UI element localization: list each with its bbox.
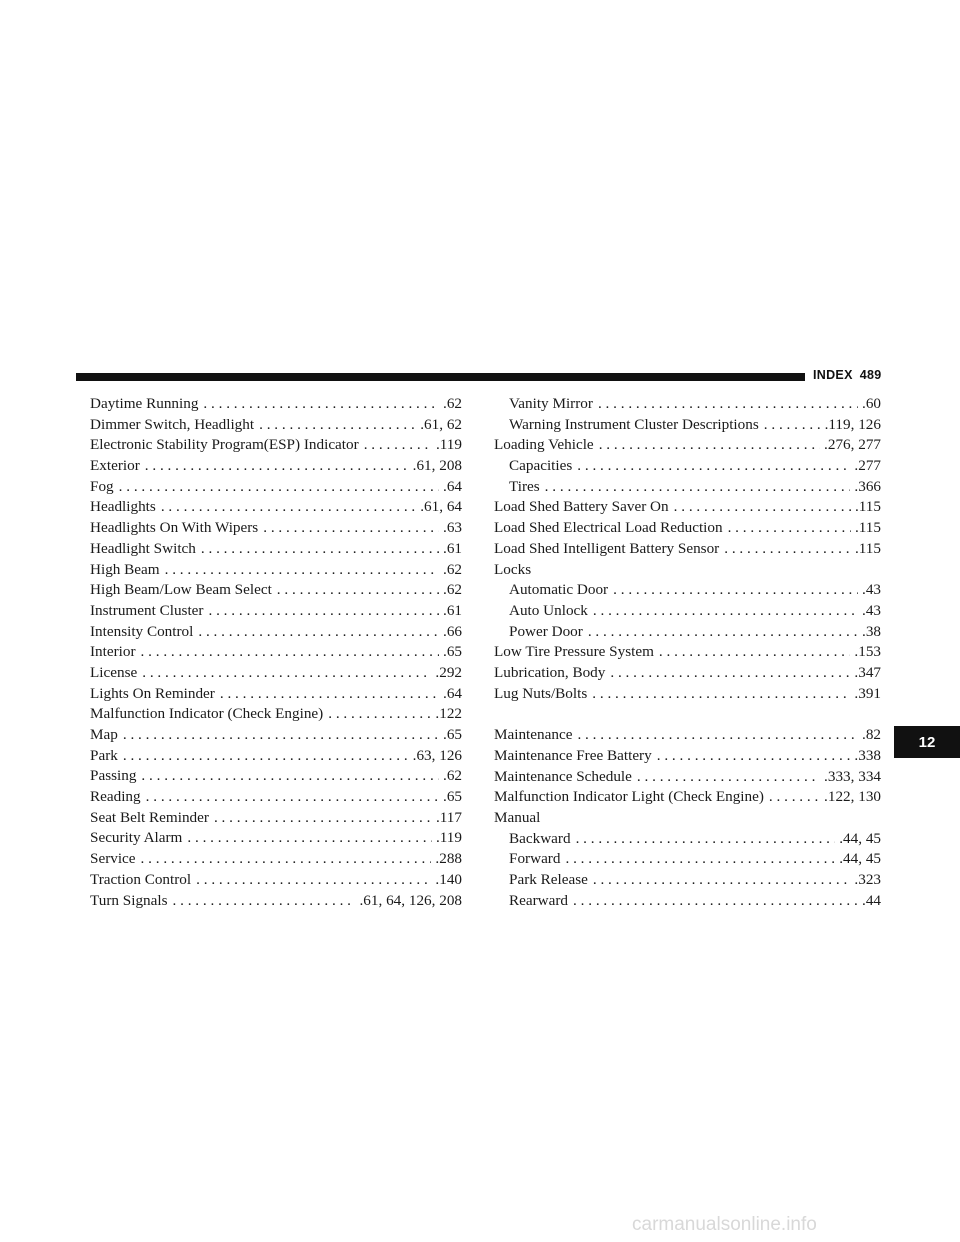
entry-term: Lug Nuts/Bolts	[494, 684, 588, 702]
entry-page-ref[interactable]: .62	[443, 560, 462, 578]
entry-page-ref[interactable]: .64	[443, 684, 462, 702]
entry-term: Backward	[509, 829, 571, 847]
running-header	[813, 368, 881, 382]
dot-leader	[599, 435, 820, 456]
index-entry	[494, 746, 881, 767]
entry-page-ref[interactable]: .44, 45	[839, 850, 881, 868]
dot-leader	[220, 684, 439, 705]
dot-leader	[764, 415, 821, 436]
index-entry	[90, 394, 462, 415]
entry-page-ref[interactable]: .122, 130	[824, 788, 881, 806]
page-number: 489	[859, 368, 882, 382]
index-entry	[90, 766, 462, 787]
entry-term: Seat Belt Reminder	[90, 808, 209, 826]
index-entry	[90, 622, 462, 643]
entry-term: Exterior	[90, 457, 140, 475]
index-entry	[90, 601, 462, 622]
entry-page-ref[interactable]: .292	[435, 663, 462, 681]
entry-page-ref[interactable]: .117	[435, 808, 462, 826]
entry-page-ref[interactable]: .61, 208	[412, 457, 462, 475]
dot-leader	[198, 622, 439, 643]
entry-term: Maintenance Free Battery	[494, 747, 652, 764]
index-entry	[90, 828, 462, 849]
index-column-left	[90, 394, 462, 911]
dot-leader	[196, 870, 431, 891]
dot-leader	[613, 580, 858, 601]
entry-term: Manual	[494, 809, 541, 827]
index-entry	[494, 725, 881, 746]
index-group-m	[494, 725, 881, 911]
index-entry	[90, 477, 462, 498]
index-group-gap	[494, 704, 881, 725]
index-subentry	[494, 394, 881, 415]
entry-term: Security Alarm	[90, 829, 183, 847]
index-entry	[90, 415, 462, 436]
entry-term: Service	[90, 850, 136, 868]
index-entry	[494, 663, 881, 684]
dot-leader	[141, 849, 432, 870]
dot-leader	[593, 601, 858, 622]
dot-leader	[674, 497, 851, 518]
index-entry	[494, 684, 881, 705]
index-subentry	[494, 891, 881, 912]
entry-page-ref[interactable]: .82	[862, 726, 881, 744]
index-subentry	[494, 456, 881, 477]
entry-term: Turn Signals	[90, 891, 168, 909]
index-entry	[90, 580, 462, 601]
index-subentry	[494, 849, 881, 870]
dot-leader	[576, 829, 836, 850]
entry-page-ref[interactable]: .44	[862, 891, 881, 909]
dot-leader	[123, 746, 409, 767]
entry-term: Power Door	[509, 622, 583, 640]
index-entry	[90, 663, 462, 684]
index-entry	[494, 435, 881, 456]
index-subentry	[494, 622, 881, 643]
dot-leader	[161, 497, 416, 518]
dot-leader	[637, 767, 820, 788]
entry-page-ref[interactable]: .115	[854, 539, 881, 557]
entry-page-ref[interactable]: .119, 126	[824, 415, 881, 433]
dot-leader	[208, 601, 439, 622]
entry-term: Malfunction Indicator Light (Check Engine)	[494, 788, 764, 806]
entry-page-ref[interactable]: .62	[443, 767, 462, 785]
dot-leader	[173, 891, 356, 912]
entry-page-ref[interactable]: .153	[854, 643, 881, 661]
index-entry	[90, 787, 462, 808]
dot-leader	[545, 477, 851, 498]
entry-page-ref[interactable]: .61, 64, 126, 208	[359, 891, 462, 909]
index-entry	[90, 518, 462, 539]
dot-leader	[728, 518, 851, 539]
entry-term: Electronic Stability Program(ESP) Indicator	[90, 436, 359, 454]
entry-term: Rearward	[509, 891, 569, 909]
index-subentry	[494, 829, 881, 850]
entry-page-ref[interactable]: .115	[854, 498, 881, 516]
index-entry	[494, 539, 881, 560]
entry-term: High Beam	[90, 560, 160, 578]
index-entry	[90, 870, 462, 891]
entry-term: Warning Instrument Cluster Descriptions	[509, 415, 759, 433]
entry-term: Headlights On With Wipers	[90, 519, 259, 537]
entry-term: Load Shed Intelligent Battery Sensor	[494, 539, 720, 557]
entry-term: High Beam/Low Beam Select	[90, 581, 272, 599]
header-label: INDEX	[813, 368, 853, 382]
index-column-right	[494, 394, 881, 912]
dot-leader	[141, 642, 439, 663]
index-entry	[90, 891, 462, 912]
index-entry	[494, 787, 881, 808]
entry-term: Park Release	[509, 871, 588, 889]
dot-leader	[364, 435, 432, 456]
index-entry	[90, 497, 462, 518]
entry-page-ref[interactable]: .119	[435, 829, 462, 847]
entry-page-ref[interactable]: .60	[862, 395, 881, 412]
dot-leader	[724, 539, 851, 560]
index-entry	[90, 725, 462, 746]
entry-page-ref[interactable]: .276, 277	[824, 436, 881, 454]
entry-term: Malfunction Indicator (Check Engine)	[90, 705, 324, 723]
entry-page-ref[interactable]: .61	[443, 539, 462, 557]
entry-page-ref[interactable]: .64	[443, 477, 462, 495]
entry-page-ref[interactable]: .347	[854, 663, 881, 681]
index-subentry	[494, 580, 881, 601]
chapter-tab[interactable]: 12	[894, 726, 960, 758]
entry-term: Headlights	[90, 498, 156, 516]
index-subentry	[494, 870, 881, 891]
entry-term: Headlight Switch	[90, 539, 196, 557]
entry-term: Intensity Control	[90, 622, 194, 640]
index-entry	[494, 808, 881, 829]
entry-term: Capacities	[509, 457, 573, 475]
dot-leader	[119, 477, 439, 498]
entry-page-ref[interactable]: .63	[443, 519, 462, 537]
entry-term: License	[90, 663, 138, 681]
entry-page-ref[interactable]: .323	[854, 871, 881, 889]
entry-page-ref[interactable]: .66	[443, 622, 462, 640]
entry-term: Maintenance	[494, 726, 573, 744]
entry-term: Load Shed Electrical Load Reduction	[494, 519, 723, 537]
dot-leader	[573, 891, 858, 912]
entry-term: Auto Unlock	[509, 601, 588, 619]
entry-term: Interior	[90, 643, 136, 661]
entry-term: Forward	[509, 850, 561, 868]
index-entry	[90, 849, 462, 870]
entry-page-ref[interactable]: .140	[435, 870, 462, 888]
entry-term: Automatic Door	[509, 581, 609, 599]
index-subentry	[494, 601, 881, 622]
index-entry	[90, 642, 462, 663]
dot-leader	[263, 518, 439, 539]
dot-leader	[141, 766, 439, 787]
dot-leader	[165, 560, 439, 581]
dot-leader	[203, 394, 439, 415]
index-subentry	[494, 477, 881, 498]
index-entry	[494, 518, 881, 539]
entry-term: Low Tire Pressure System	[494, 643, 654, 661]
dot-leader	[187, 828, 432, 849]
index-entry	[90, 560, 462, 581]
index-entry	[90, 684, 462, 705]
dot-leader	[201, 539, 439, 560]
index-entry	[90, 435, 462, 456]
entry-term: Lights On Reminder	[90, 684, 215, 702]
dot-leader	[592, 684, 850, 705]
entry-page-ref[interactable]: .61	[443, 601, 462, 619]
entry-page-ref[interactable]: .38	[862, 622, 881, 640]
dot-leader	[328, 704, 431, 725]
entry-term: Locks	[494, 560, 532, 578]
entry-page-ref[interactable]: .65	[443, 643, 462, 661]
dot-leader	[588, 622, 858, 643]
dot-leader	[577, 456, 850, 477]
entry-page-ref[interactable]: .62	[443, 581, 462, 599]
index-group-l	[494, 394, 881, 704]
dot-leader	[145, 456, 409, 477]
dot-leader	[659, 642, 851, 663]
entry-term: Park	[90, 746, 118, 764]
entry-term: Dimmer Switch, Headlight	[90, 415, 255, 433]
entry-term: Traction Control	[90, 870, 192, 888]
entry-page-ref[interactable]: .115	[854, 519, 881, 537]
entry-term: Reading	[90, 788, 141, 806]
header-rule	[76, 373, 805, 381]
index-entry	[494, 497, 881, 518]
index-entry	[90, 808, 462, 829]
entry-term: Instrument Cluster	[90, 601, 204, 619]
entry-term: Lubrication, Body	[494, 663, 606, 681]
dot-leader	[769, 787, 820, 808]
entry-term: Passing	[90, 767, 137, 785]
dot-leader	[123, 725, 439, 746]
index-entry	[494, 560, 881, 581]
entry-term: Maintenance Schedule	[494, 767, 632, 785]
index-entry	[90, 539, 462, 560]
dot-leader	[565, 849, 835, 870]
index-entry	[90, 746, 462, 767]
entry-page-ref[interactable]: .288	[435, 850, 462, 868]
entry-page-ref[interactable]: .65	[443, 788, 462, 806]
dot-leader	[657, 746, 851, 767]
entry-term: Loading Vehicle	[494, 436, 594, 454]
dot-leader	[610, 663, 850, 684]
entry-term: Map	[90, 726, 118, 743]
dot-leader	[277, 580, 439, 601]
entry-page-ref[interactable]: .44, 45	[839, 829, 881, 847]
dot-leader	[598, 394, 858, 415]
dot-leader	[214, 808, 432, 829]
index-subentry	[494, 415, 881, 436]
entry-page-ref[interactable]: .277	[854, 457, 881, 475]
entry-page-ref[interactable]: .122	[435, 705, 462, 723]
index-entry	[90, 456, 462, 477]
entry-page-ref[interactable]: .61, 64	[420, 498, 462, 516]
entry-page-ref[interactable]: .338	[854, 747, 881, 764]
dot-leader	[593, 870, 851, 891]
entry-page-ref[interactable]: .43	[862, 601, 881, 619]
entry-page-ref[interactable]: .61, 62	[420, 415, 462, 433]
dot-leader	[577, 725, 858, 746]
entry-page-ref[interactable]: .333, 334	[824, 767, 881, 785]
entry-term: Load Shed Battery Saver On	[494, 498, 669, 516]
watermark: carmanualsonline.info	[632, 1214, 817, 1235]
entry-page-ref[interactable]: .43	[862, 581, 881, 599]
dot-leader	[259, 415, 416, 436]
index-entry	[494, 642, 881, 663]
dot-leader	[146, 787, 439, 808]
entry-page-ref[interactable]: .62	[443, 395, 462, 412]
index-entry	[90, 704, 462, 725]
dot-leader	[142, 663, 431, 684]
index-entry	[494, 767, 881, 788]
entry-term: Fog	[90, 477, 114, 495]
entry-page-ref[interactable]: .391	[854, 684, 881, 702]
entry-page-ref[interactable]: .63, 126	[412, 746, 462, 764]
entry-term: Tires	[509, 477, 540, 495]
entry-term: Daytime Running	[90, 395, 199, 412]
entry-page-ref[interactable]: .119	[435, 436, 462, 454]
entry-page-ref[interactable]: .65	[443, 726, 462, 743]
entry-term: Vanity Mirror	[509, 395, 593, 412]
entry-page-ref[interactable]: .366	[854, 477, 881, 495]
